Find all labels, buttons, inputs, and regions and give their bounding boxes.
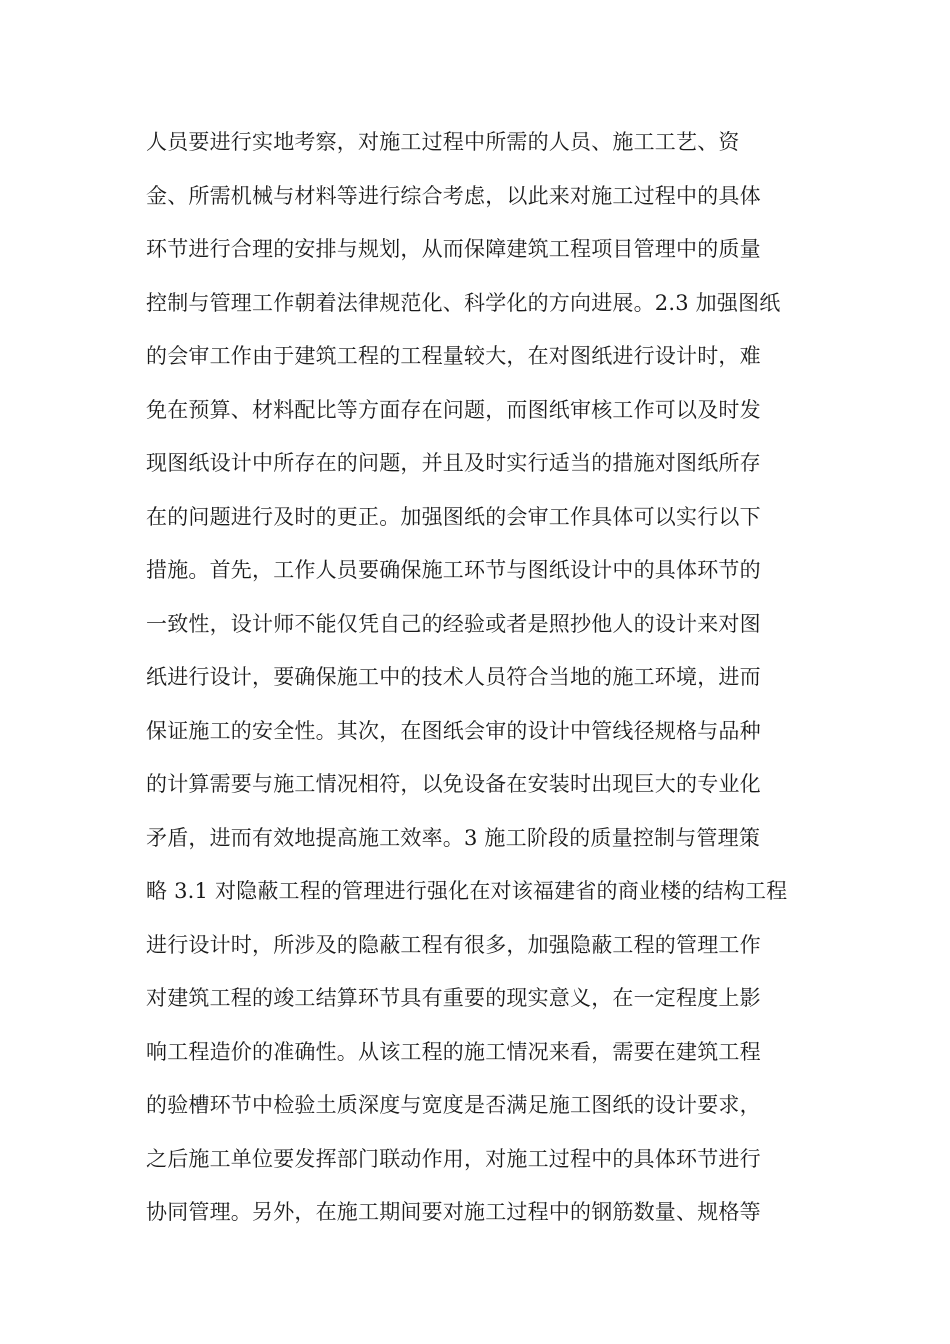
text-line: 对建筑工程的竣工结算环节具有重要的现实意义，在一定程度上影 — [146, 986, 761, 1010]
text-line: 之后施工单位要发挥部门联动作用，对施工过程中的具体环节进行 — [146, 1146, 761, 1171]
text-line: 响工程造价的准确性。从该工程的施工情况来看，需要在建筑工程 — [146, 1039, 761, 1064]
text-line: 协同管理。另外，在施工期间要对施工过程中的钢筋数量、规格等 — [146, 1200, 761, 1224]
text-line: 免在预算、材料配比等方面存在问题，而图纸审核工作可以及时发 — [146, 397, 761, 422]
text-line: 一致性，设计师不能仅凭自己的经验或者是照抄他人的设计来对图 — [146, 611, 761, 636]
text-line: 现图纸设计中所存在的问题，并且及时实行适当的措施对图纸所存 — [146, 451, 761, 475]
text-line: 矛盾，进而有效地提高施工效率。3 施工阶段的质量控制与管理策 — [146, 825, 761, 850]
text-line: 金、所需机械与材料等进行综合考虑，以此来对施工过程中的具体 — [146, 183, 761, 208]
text-line: 人员要进行实地考察，对施工过程中所需的人员、施工工艺、资 — [146, 130, 740, 154]
text-line: 措施。首先，工作人员要确保施工环节与图纸设计中的具体环节的 — [146, 558, 761, 582]
text-line: 的计算需要与施工情况相符，以免设备在安装时出现巨大的专业化 — [146, 772, 761, 796]
text-line: 的验槽环节中检验土质深度与宽度是否满足施工图纸的设计要求， — [146, 1093, 761, 1117]
text-line: 控制与管理工作朝着法律规范化、科学化的方向进展。2.3 加强图纸 — [146, 290, 781, 315]
text-line: 环节进行合理的安排与规划，从而保障建筑工程项目管理中的质量 — [146, 237, 761, 261]
text-line: 保证施工的安全性。其次，在图纸会审的设计中管线径规格与品种 — [146, 718, 761, 743]
text-line: 进行设计时，所涉及的隐蔽工程有很多，加强隐蔽工程的管理工作 — [146, 932, 761, 957]
text-line: 纸进行设计，要确保施工中的技术人员符合当地的施工环境，进而 — [146, 665, 761, 689]
text-line: 在的问题进行及时的更正。加强图纸的会审工作具体可以实行以下 — [146, 504, 761, 529]
body-text — [146, 116, 826, 1240]
text-line: 的会审工作由于建筑工程的工程量较大，在对图纸进行设计时，难 — [146, 344, 761, 368]
text-line: 略 3.1 对隐蔽工程的管理进行强化在对该福建省的商业楼的结构工程 — [146, 879, 788, 903]
